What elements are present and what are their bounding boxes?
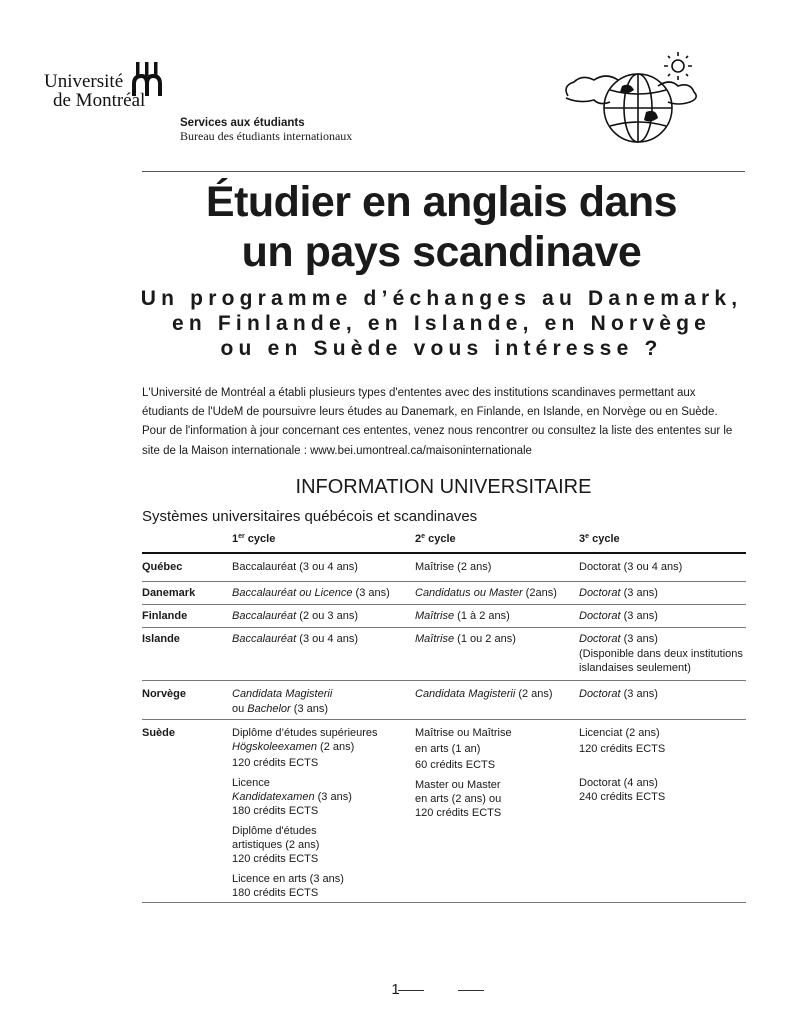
cycle-1-cell: Baccalauréat ou Licence (3 ans) <box>232 587 390 599</box>
page-number: 1 <box>391 981 400 998</box>
table-row-quebec <box>142 554 746 582</box>
cycle-3-cell: Doctorat (3 ans) <box>579 587 658 599</box>
country-cell: Danemark <box>142 587 196 599</box>
table-title: Systèmes universitaires québécois et scandinaves <box>142 508 478 525</box>
cycle-2-cell: Maîtrise (2 ans) <box>415 561 492 573</box>
country-cell: Québec <box>142 561 183 573</box>
table-header <box>142 530 746 554</box>
cycle-2-cell: Candidata Magisterii (2 ans) <box>415 688 553 700</box>
globe-sun-icon <box>560 46 710 156</box>
university-logo-text <box>44 72 145 110</box>
header-cycle-3: 3e cycle <box>579 533 620 545</box>
cycle-1-cell: Baccalauréat (2 ou 3 ans) <box>232 610 358 622</box>
logo-line-1: Université <box>44 71 124 92</box>
country-cell: Norvège <box>142 688 187 700</box>
table-row-norvege <box>142 681 746 720</box>
islande-note: (Disponible dans deux institutions islandaises seulement) <box>579 647 743 674</box>
cycle-2-cell: Candidatus ou Master (2ans) <box>415 587 557 599</box>
title-line-2: un pays scandinave <box>241 228 642 276</box>
cycle-3-cell: Doctorat (3 ans) <box>579 688 658 700</box>
table-row-finlande <box>142 605 746 628</box>
subtitle-line-1: Un programme d’échanges au Danemark, <box>140 287 743 310</box>
university-systems-table <box>142 530 746 903</box>
header-cycle-2: 2e cycle <box>415 533 456 545</box>
cycle-1-cell: Baccalauréat (3 ou 4 ans) <box>232 633 358 645</box>
section-title: INFORMATION UNIVERSITAIRE <box>295 476 592 498</box>
header-cycle-1: 1er cycle <box>232 533 276 545</box>
page-number-rule-right <box>458 990 484 991</box>
table-row-danemark <box>142 582 746 605</box>
cycle-2-cell: Maîtrise (1 à 2 ans) <box>415 610 510 622</box>
cycle-2-cell: Maîtrise (1 ou 2 ans) <box>415 633 516 645</box>
table-row-islande <box>142 628 746 681</box>
table-row-suede <box>142 720 746 903</box>
bureau-label: Bureau des étudiants internationaux <box>180 129 353 143</box>
cycle-1-cell: Baccalauréat (3 ou 4 ans) <box>232 561 358 573</box>
page-title <box>140 177 743 277</box>
country-cell: Islande <box>142 633 180 645</box>
subtitle-line-2: en Finlande, en Islande, en Norvège <box>171 312 712 335</box>
cycle-3-cell: Licenciat (2 ans) 120 crédits ECTS Doctorat (4 ans) 240 crédits ECTS <box>579 727 666 803</box>
country-cell: Finlande <box>142 610 188 622</box>
subtitle-line-3: ou en Suède vous intéresse ? <box>220 337 663 360</box>
cycle-3-cell: Doctorat (3 ans) (Disponible dans deux institutions islandaises seulement) <box>579 633 743 674</box>
cycle-3-cell: Doctorat (3 ans) <box>579 610 658 622</box>
cycle-1-cell: Diplôme d’études supérieures Högskoleexamen (2 ans) 120 crédits ECTS Licence Kandidatexamen (3 ans) 180 crédits ECTS Diplôme d'études artistiques (2 ans) 120 crédits ECTS Licence en arts (3 ans) 180 crédits ECTS <box>232 727 378 899</box>
cycle-3-cell: Doctorat (3 ou 4 ans) <box>579 561 683 573</box>
title-line-1: Étudier en anglais dans <box>205 178 678 226</box>
cycle-2-cell: Maîtrise ou Maîtrise en arts (1 an) 60 crédits ECTS Master ou Master en arts (2 ans) ou 120 crédits ECTS <box>415 727 512 819</box>
header-divider <box>142 171 745 172</box>
services-label: Services aux étudiants <box>180 117 305 129</box>
cycle-1-cell: Candidata Magisterii ou Bachelor (3 ans) <box>232 688 333 715</box>
logo-line-2: de Montréal <box>53 90 146 111</box>
intro-paragraph: L'Université de Montréal a établi plusieurs types d'ententes avec des institutions scandinaves permettant aux étudiants de l'UdeM de poursuivre leurs études au Danemark, en Finlande, en Islande, en Norvège ou en Suède. Pour de l'information à jour concernant ces ententes, venez nous rencontrer ou consultez la liste des ententes sur le site de la Maison internationale : www.bei.umontreal.ca/maisoninternationale <box>142 387 733 457</box>
university-logo-icon <box>132 62 162 100</box>
page-subtitle <box>140 286 743 361</box>
country-cell: Suède <box>142 727 176 739</box>
